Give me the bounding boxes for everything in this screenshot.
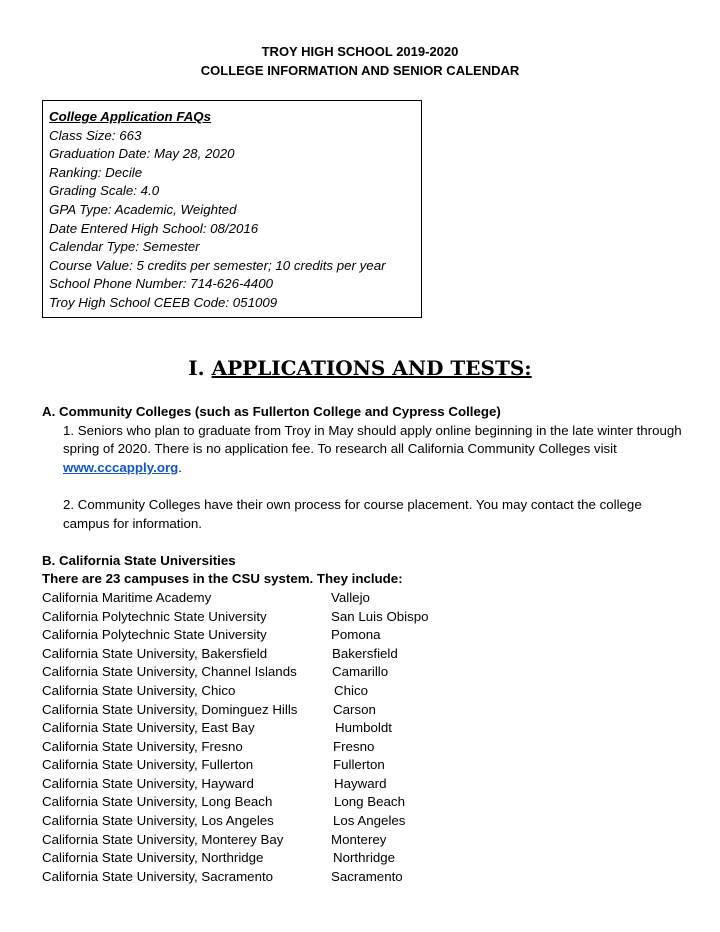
campus-city: Sacramento: [331, 868, 403, 884]
csu-heading: B. California State Universities: [42, 552, 236, 568]
campus-name: California State University, Fresno: [42, 738, 243, 754]
table-row: [42, 701, 682, 720]
document-header: [0, 42, 720, 80]
section-title-text: APPLICATIONS AND TESTS:: [211, 356, 532, 380]
campus-name: California Polytechnic State University: [42, 627, 267, 643]
campus-city: San Luis Obispo: [331, 608, 429, 624]
faq-item: Grading Scale: 4.0: [49, 183, 160, 199]
campus-city: Los Angeles: [333, 813, 406, 829]
faq-item: Class Size: 663: [49, 127, 142, 143]
campus-name: California State University, Sacramento: [42, 868, 274, 884]
faq-title: College Application FAQs: [49, 109, 212, 124]
table-row: [42, 868, 682, 887]
community-p1-text: 1. Seniors who plan to graduate from Troy in May should apply online beginning in the late winter through spring of 2020. There is no application fee. To research all California Community Colleges visit: [63, 422, 682, 457]
campus-name: California State University, Long Beach: [42, 794, 273, 810]
campus-city: Humboldt: [335, 720, 392, 736]
community-paragraph-2: 2. Community Colleges have their own process for course placement. You may contact the college campus for information.: [63, 496, 642, 531]
cccapply-link[interactable]: www.cccapply.org: [63, 459, 179, 475]
campus-name: California State University, Northridge: [42, 850, 264, 866]
faq-item: Ranking: Decile: [49, 164, 143, 180]
campus-name: California Polytechnic State University: [42, 608, 267, 624]
faq-box: [42, 100, 422, 318]
table-row: [42, 608, 682, 627]
table-row: [42, 589, 682, 608]
campus-city: Fullerton: [333, 757, 385, 773]
table-row: [42, 849, 682, 868]
campus-city: Monterey: [331, 831, 387, 847]
csu-subheading: There are 23 campuses in the CSU system. They include:: [42, 571, 403, 587]
campus-city: Long Beach: [334, 794, 405, 810]
table-row: [42, 756, 682, 775]
campus-name: California State University, East Bay: [42, 720, 255, 736]
campus-city: Carson: [333, 701, 376, 717]
campus-name: California State University, Hayward: [42, 775, 254, 791]
header-line-2: COLLEGE INFORMATION AND SENIOR CALENDAR: [200, 63, 520, 78]
campus-name: California State University, Chico: [42, 682, 236, 698]
campus-name: California State University, Los Angeles: [42, 813, 274, 829]
campus-name: California State University, Bakersfield: [42, 645, 268, 661]
campus-name: California State University, Monterey Bay: [42, 831, 284, 847]
table-row: [42, 645, 682, 664]
campus-name: California State University, Channel Islands: [42, 664, 297, 680]
table-row: [42, 793, 682, 812]
campus-name: California State University, Dominguez Hills: [42, 701, 298, 717]
spacer: [42, 533, 682, 552]
header-line-1: TROY HIGH SCHOOL 2019-2020: [261, 44, 459, 59]
community-p1-end: .: [178, 459, 182, 475]
faq-item: GPA Type: Academic, Weighted: [49, 201, 237, 217]
table-row: [42, 663, 682, 682]
campus-city: Bakersfield: [332, 645, 398, 661]
section-title: [0, 356, 720, 380]
community-college-heading: A. Community Colleges (such as Fullerton College and Cypress College): [42, 404, 501, 419]
campus-city: Northridge: [333, 850, 396, 866]
community-paragraph-1: [42, 422, 682, 478]
faq-item: Calendar Type: Semester: [49, 239, 200, 255]
table-row: [42, 831, 682, 850]
campus-name: California Maritime Academy: [42, 589, 212, 605]
table-row: [42, 738, 682, 757]
campus-name: California State University, Fullerton: [42, 757, 254, 773]
faq-item: Graduation Date: May 28, 2020: [49, 146, 235, 162]
table-row: [42, 775, 682, 794]
campus-city: Vallejo: [331, 589, 370, 605]
campus-city: Camarillo: [332, 664, 389, 680]
campus-city: Hayward: [334, 775, 387, 791]
campus-city: Fresno: [333, 738, 375, 754]
faq-item: Course Value: 5 credits per semester; 10 credits per year: [49, 257, 386, 273]
table-row: [42, 719, 682, 738]
campus-city: Pomona: [331, 627, 381, 643]
csu-campus-list: [42, 589, 682, 887]
table-row: [42, 682, 682, 701]
spacer: [42, 477, 682, 496]
section-numeral: I.: [188, 356, 205, 380]
faq-item: School Phone Number: 714-626-4400: [49, 276, 273, 292]
campus-city: Chico: [334, 682, 368, 698]
faq-item: Troy High School CEEB Code: 051009: [49, 294, 278, 310]
table-row: [42, 812, 682, 831]
document-body: [42, 403, 682, 886]
table-row: [42, 626, 682, 645]
faq-item: Date Entered High School: 08/2016: [49, 220, 259, 236]
